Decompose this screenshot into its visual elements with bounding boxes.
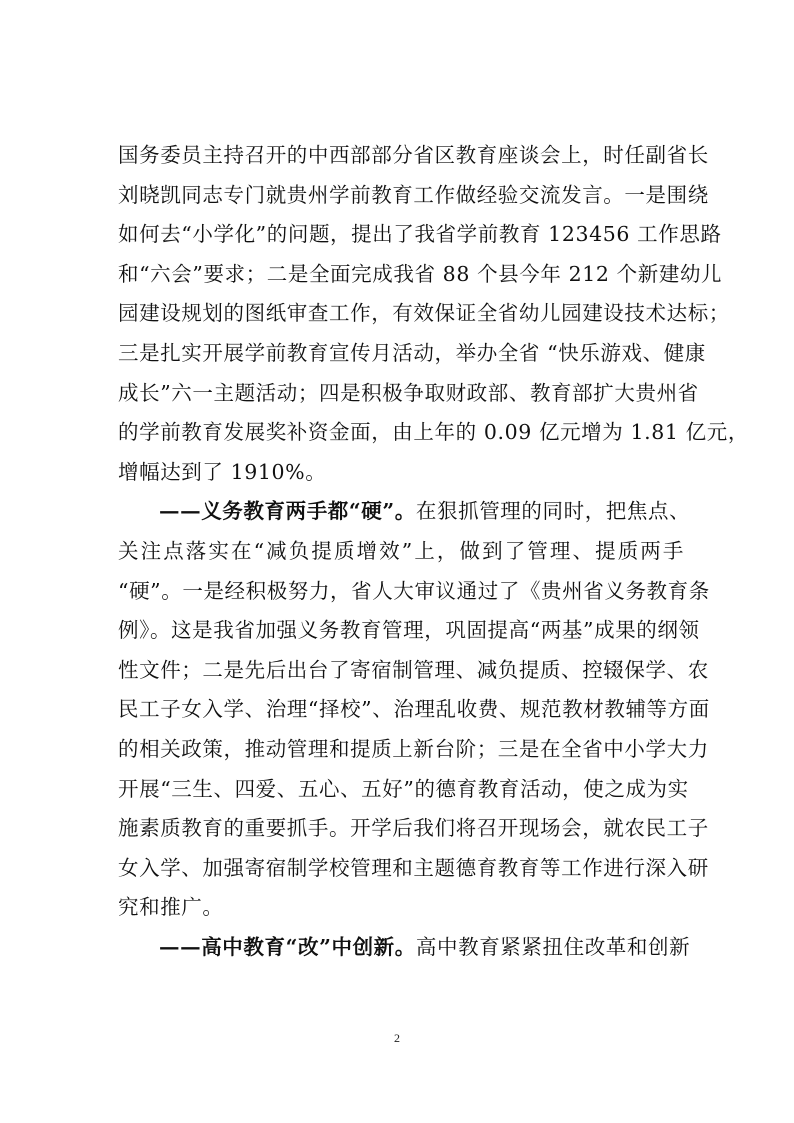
text-line: 女入学、加强寄宿制学校管理和主题德育教育等工作进行深入研 [118, 855, 709, 880]
section-first-line [118, 492, 691, 532]
text-line: 民工子女入学、治理“择校”、治理乱收费、规范教材教辅等方面 [118, 697, 710, 722]
text-line: 国务委员主持召开的中西部部分省区教育座谈会上，时任副省长 [118, 143, 709, 167]
text-line: 如何去“小学化”的问题，提出了我省学前教育 123456 工作思路 [118, 222, 722, 247]
text-line: 和“六会”要求；二是全面完成我省 88 个县今年 212 个新建幼儿 [118, 261, 723, 286]
text-line: 的相关政策，推动管理和提质上新台阶；三是在全省中小学大力 [118, 736, 709, 761]
text-line: 开展“三生、四爱、五心、五好”的德育教育活动，使之成为实 [118, 776, 689, 801]
text-run: 高中教育紧紧扭住改革和创新 [415, 934, 691, 959]
text-line: 究和推广。 [118, 895, 224, 920]
text-line: 例》。这是我省加强义务教育管理，巩固提高“两基”成果的纲领 [118, 618, 700, 643]
section-heading: ——义务教育两手都“硬”。 [159, 499, 416, 524]
text-line: 园建设规划的图纸审查工作，有效保证全省幼儿园建设技术达标； [118, 301, 730, 326]
text-line: 性文件；二是先后出台了寄宿制管理、减负提质、控辍保学、农 [118, 657, 709, 682]
text-line: 关注点落实在“减负提质增效”上，做到了管理、提质两手 [118, 538, 684, 563]
section-first-line [118, 928, 691, 968]
document-body [118, 136, 749, 967]
text-line: 成长”六一主题活动；四是积极争取财政部、教育部扩大贵州省 [118, 380, 699, 405]
page-number: 2 [394, 1031, 400, 1045]
text-line: 增幅达到了 1910%。 [118, 459, 327, 484]
text-line: 施素质教育的重要抓手。开学后我们将召开现场会，就农民工子 [118, 816, 709, 841]
text-line: “硬”。一是经积极努力，省人大审议通过了《贵州省义务教育条 [118, 578, 710, 603]
text-line: 刘晓凯同志专门就贵州学前教育工作做经验交流发言。一是围绕 [118, 182, 709, 207]
text-run: 在狠抓管理的同时，把焦点、 [415, 499, 691, 524]
section-heading: ——高中教育“改”中创新。 [159, 934, 416, 959]
text-line: 三是扎实开展学前教育宣传月活动，举办全省 “快乐游戏、健康 [118, 340, 706, 365]
text-line: 的学前教育发展奖补资金面，由上年的 0.09 亿元增为 1.81 亿元， [118, 420, 749, 445]
